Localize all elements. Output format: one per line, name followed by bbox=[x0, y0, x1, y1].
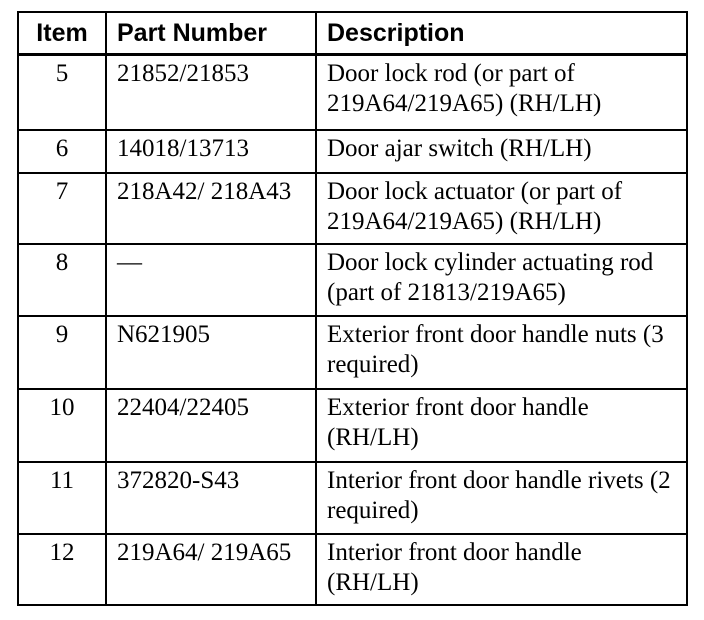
table-row bbox=[18, 389, 687, 462]
item-number-cell: 11 bbox=[18, 462, 106, 534]
table-row bbox=[18, 316, 687, 389]
item-number-cell: 8 bbox=[18, 244, 106, 316]
description-cell: Door lock actuator (or part of 219A64/219A65) (RH/LH) bbox=[316, 173, 687, 244]
part-number-cell: 21852/21853 bbox=[106, 55, 316, 130]
description-cell: Door lock cylinder actuating rod (part of 21813/219A65) bbox=[316, 244, 687, 316]
part-number-cell: 14018/13713 bbox=[106, 130, 316, 173]
table-row bbox=[18, 173, 687, 244]
column-header-part-number: Part Number bbox=[106, 12, 316, 55]
table-row bbox=[18, 534, 687, 605]
item-number-cell: 6 bbox=[18, 130, 106, 173]
part-number-cell: — bbox=[106, 244, 316, 316]
description-cell: Interior front door handle (RH/LH) bbox=[316, 534, 687, 605]
item-number-cell: 12 bbox=[18, 534, 106, 605]
description-cell: Interior front door handle rivets (2 required) bbox=[316, 462, 687, 534]
table-row bbox=[18, 462, 687, 534]
description-cell: Exterior front door handle (RH/LH) bbox=[316, 389, 687, 462]
part-number-cell: 372820-S43 bbox=[106, 462, 316, 534]
part-number-cell: 219A64/ 219A65 bbox=[106, 534, 316, 605]
description-cell: Door ajar switch (RH/LH) bbox=[316, 130, 687, 173]
part-number-cell: 22404/22405 bbox=[106, 389, 316, 462]
column-header-description: Description bbox=[316, 12, 687, 55]
column-header-item: Item bbox=[18, 12, 106, 55]
description-cell: Exterior front door handle nuts (3 required) bbox=[316, 316, 687, 389]
table-row bbox=[18, 244, 687, 316]
description-cell: Door lock rod (or part of 219A64/219A65) (RH/LH) bbox=[316, 55, 687, 130]
parts-table bbox=[17, 11, 688, 606]
item-number-cell: 7 bbox=[18, 173, 106, 244]
part-number-cell: N621905 bbox=[106, 316, 316, 389]
item-number-cell: 5 bbox=[18, 55, 106, 130]
part-number-cell: 218A42/ 218A43 bbox=[106, 173, 316, 244]
table-row bbox=[18, 55, 687, 130]
item-number-cell: 10 bbox=[18, 389, 106, 462]
item-number-cell: 9 bbox=[18, 316, 106, 389]
table-header-row bbox=[18, 12, 687, 55]
table-row bbox=[18, 130, 687, 173]
